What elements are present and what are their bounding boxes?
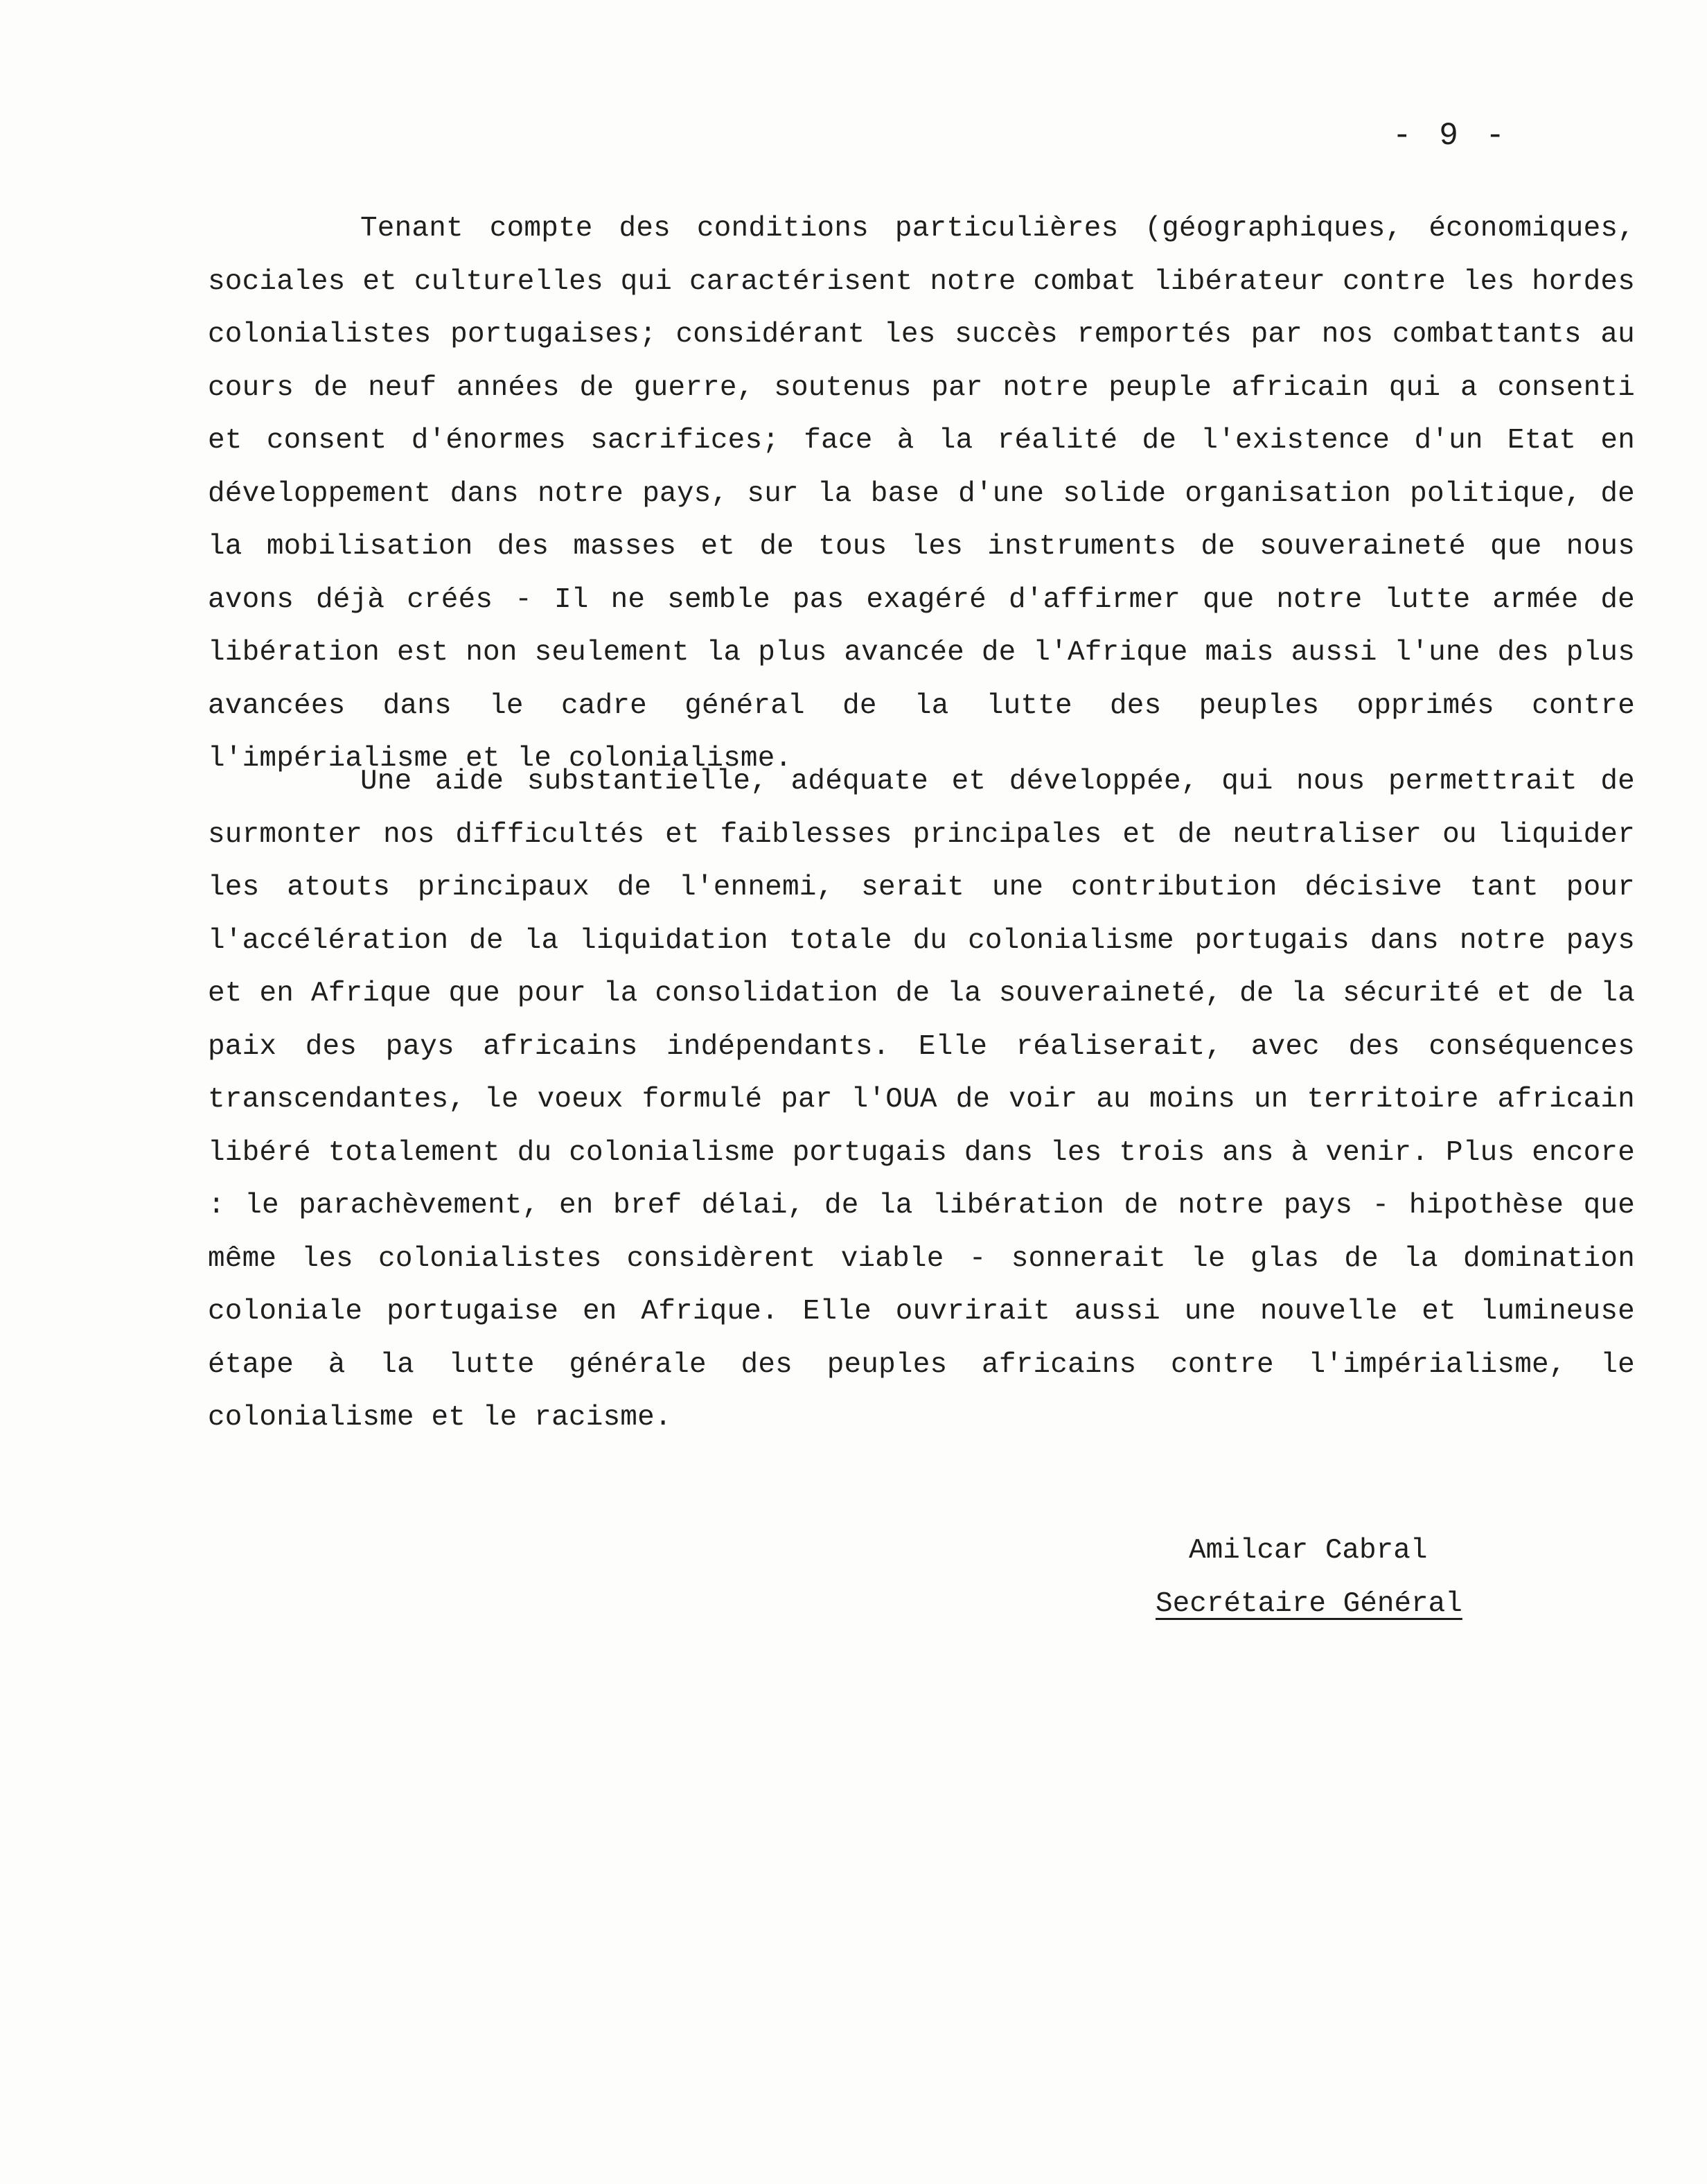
signature-name: Amilcar Cabral (1189, 1535, 1428, 1567)
body-paragraph-1: Tenant compte des conditions particulières (géographiques, économiques, sociales et culturelles qui caractérisent notre combat libérateur contre les hordes colonialistes portugaises; considérant les succès remportés par nos combattants au cours de neuf années de guerre, soutenus par notre peuple africain qui a consenti et consent d'énormes sacrifices; face à la réalité de l'existence d'un Etat en développement dans notre pays, sur la base d'une solide organisation politique, de la mobilisation des masses et de tous les instruments de souveraineté que nous avons déjà créés - Il ne semble pas exagéré d'affirmer que notre lutte armée de libération est non seulement la plus avancée de l'Afrique mais aussi l'une des plus avancées dans le cadre général de la lutte des peuples opprimés contre l'impérialisme et le colonialisme. (208, 213, 1635, 775)
signature-title: Secrétaire Général (1156, 1588, 1462, 1620)
body-paragraph-2: Une aide substantielle, adéquate et développée, qui nous permettrait de surmonter nos difficultés et faiblesses principales et de neutraliser ou liquider les atouts principaux de l'ennemi, serait une contribution décisive tant pour l'accélération de la liquidation totale du colonialisme portugais dans notre pays et en Afrique que pour la consolidation de la souveraineté, de la sécurité et de la paix des pays africains indépendants. Elle réaliserait, avec des conséquences transcendantes, le voeux formulé par l'OUA de voir au moins un territoire africain libéré totalement du colonialisme portugais dans les trois ans à venir. Plus encore : le parachèvement, en bref délai, de la libération de notre pays - hipothèse que même les colonialistes considèrent viable - sonnerait le glas de la domination coloniale portugaise en Afrique. Elle ouvrirait aussi une nouvelle et lumineuse étape à la lutte générale des peuples africains contre l'impérialisme, le colonialisme et le racisme. (208, 766, 1635, 1434)
page-number: - 9 - (1392, 118, 1510, 154)
